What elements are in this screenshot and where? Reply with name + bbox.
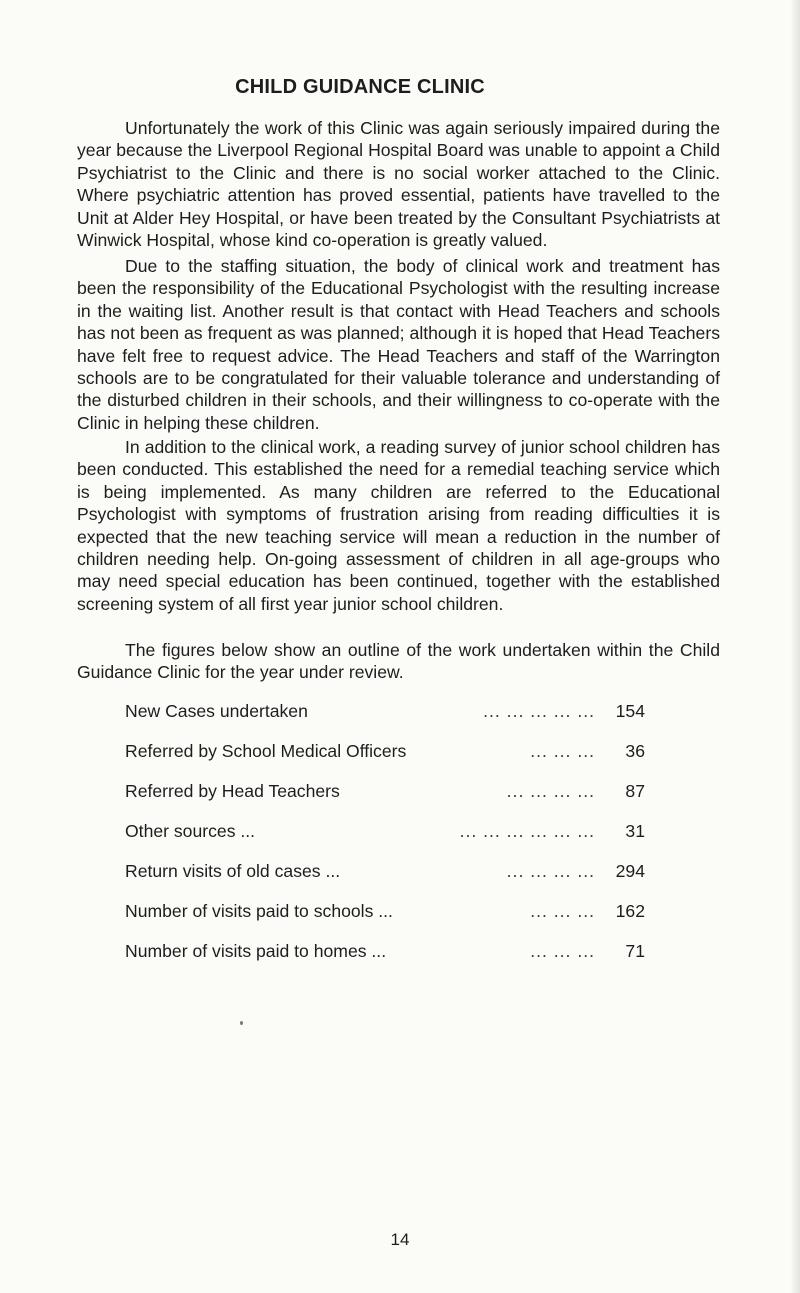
stat-row (125, 814, 645, 854)
stat-row (125, 854, 645, 894)
stat-leader-dots: ... ... ... ... ... (483, 701, 595, 721)
stat-label: Number of visits paid to schools ... (125, 901, 393, 921)
page-number: 14 (390, 1230, 410, 1249)
stat-row (125, 934, 645, 974)
paragraph-staffing: Unfortunately the work of this Clinic was again seriously impaired during the year because the Liverpool Regional Hospital Board was unable to appoint a Child Psychiatrist to the Clinic and there is no social worker attached to the Clinic. Where psychiatric attention has proved essential, patients have travelled to the Unit at Alder Hey Hospital, or have been treated by the Consultant Psychiatrists at Winwick Hospital, whose kind co-operation is greatly valued. (77, 118, 720, 251)
stat-value: 162 (615, 901, 645, 921)
stat-row (125, 894, 645, 934)
stat-leader-dots: ... ... ... ... ... ... (459, 821, 595, 841)
statistics-list (125, 694, 645, 974)
stat-label: New Cases undertaken (125, 701, 308, 721)
stat-row (125, 734, 645, 774)
stat-leader-dots: ... ... ... (530, 901, 595, 921)
stat-leader-dots: ... ... ... ... (506, 861, 595, 881)
stat-leader-dots: ... ... ... (530, 741, 595, 761)
stat-value: 294 (615, 861, 645, 881)
page-title: CHILD GUIDANCE CLINIC (235, 76, 485, 98)
stat-label: Referred by School Medical Officers (125, 741, 407, 761)
stat-value: 87 (625, 781, 645, 801)
stat-leader-dots: ... ... ... (530, 941, 595, 961)
paragraph-reading-survey: In addition to the clinical work, a reading survey of junior school children has been conducted. This established the need for a remedial teaching service which is being implemented. As many children are referred to the Educational Psychologist with symptoms of frustration arising from reading difficulties it is expected that the new teaching service will mean a reduction in the number of children needing help. On-going assessment of children in all age-groups who may need special education has been continued, together with the established screening system of all first year junior school children. (77, 437, 720, 614)
stat-row (125, 694, 645, 734)
stat-row (125, 774, 645, 814)
print-speck (240, 1021, 243, 1025)
page-edge-shadow (790, 0, 800, 1293)
stat-value: 154 (615, 701, 645, 721)
paragraph-clinical-work: Due to the staffing situation, the body of clinical work and treatment has been the responsibility of the Educational Psychologist with the resulting increase in the waiting list. Another result is that contact with Head Teachers and schools has not been as frequent as was planned; although it is hoped that Head Teachers have felt free to request advice. The Head Teachers and staff of the Warrington schools are to be congratulated for their valuable tolerance and understanding of the disturbed children in their schools, and their willingness to co-operate with the Clinic in helping these children. (77, 256, 720, 433)
stat-leader-dots: ... ... ... ... (506, 781, 595, 801)
stat-value: 71 (625, 941, 645, 961)
stat-label: Return visits of old cases ... (125, 861, 341, 881)
stat-label: Number of visits paid to homes ... (125, 941, 387, 961)
stat-label: Other sources ... (125, 821, 256, 841)
stat-label: Referred by Head Teachers (125, 781, 340, 801)
stat-value: 36 (625, 741, 645, 761)
paragraph-figures-intro: The figures below show an outline of the work undertaken within the Child Guidance Clinic for the year under review. (77, 640, 720, 683)
stat-value: 31 (625, 821, 645, 841)
